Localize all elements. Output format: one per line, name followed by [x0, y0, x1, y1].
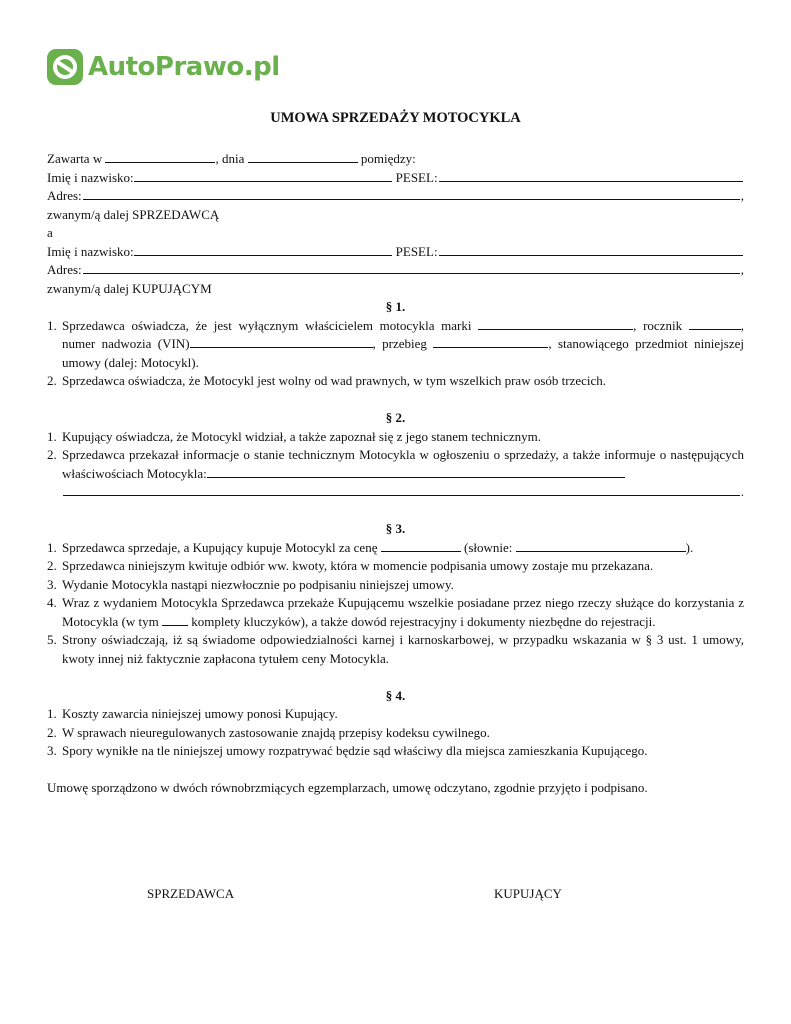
item-text: W sprawach nieuregulowanych zastosowanie znajdą przepisy kodeksu cywilnego. [62, 724, 490, 740]
seller-address-line: Adres: , [47, 187, 744, 206]
mileage-blank [433, 335, 548, 348]
price-words-blank [516, 539, 686, 552]
list-item [47, 594, 744, 631]
list-item [47, 705, 744, 724]
buyer-name-blank [134, 243, 392, 256]
vin-blank [190, 335, 373, 348]
list-item [47, 742, 744, 761]
seller-pesel-blank [439, 169, 743, 182]
item-text: Sprzedawca oświadcza, że jest wyłącznym właścicielem motocykla marki , rocznik , numer nadwozia (VIN) , przebieg , stanowiącego przedmiot niniejszej umowy (dalej: Motocykl). [62, 317, 745, 370]
buyer-pesel-blank [439, 243, 743, 256]
date-label: , dnia [215, 151, 245, 166]
item-number: 1. [47, 317, 57, 333]
item-number: 3. [47, 576, 57, 592]
properties-blank-2 [63, 483, 740, 496]
buyer-address-blank [83, 261, 740, 274]
item-text: Wydanie Motocykla nastąpi niezwłocznie po podpisaniu niniejszej umowy. [62, 576, 454, 592]
section-heading: § 1. [385, 299, 406, 314]
item-text: Sprzedawca niniejszym kwituje odbiór ww. kwoty, która w momencie podpisania umowy zostaje mu przekazana. [62, 558, 654, 573]
item-text: Spory wynikłe na tle niniejszej umowy rozpatrywać będzie sąd właściwy dla miejsca zamieszkania Kupującego. [62, 743, 648, 758]
and-label: a [47, 225, 53, 240]
place-blank [105, 150, 215, 163]
list-item [47, 372, 744, 391]
seller-name-label: Imię i nazwisko: [47, 169, 134, 185]
seller-signature-label: SPRZEDAWCA [147, 886, 235, 901]
item-number: 2. [47, 558, 57, 573]
section-heading: § 4. [385, 687, 406, 703]
list-item [47, 446, 744, 502]
autoprawo-logo [46, 48, 280, 86]
concluded-line [47, 150, 744, 169]
list-item [47, 317, 744, 373]
item-text: Wraz z wydaniem Motocykla Sprzedawca przekaże Kupującemu wszelkie posiadane przez niego rzeczy służące do korzystania z Motocykla (w tym komplety kluczyków), a także dowód rejestracyjny i dokumenty niezbędne do rejestracji. [62, 595, 744, 629]
closing-statement: Umowę sporządzono w dwóch równobrzmiących egzemplarzach, umowę odczytano, zgodnie przyjęto i podpisano. [47, 780, 648, 795]
item-number: 2. [47, 724, 57, 740]
list-item [47, 724, 744, 743]
list-item [47, 631, 744, 668]
item-number: 1. [47, 539, 57, 555]
buyer-pesel-label: PESEL: [395, 243, 438, 259]
between-label: pomiędzy: [360, 151, 416, 166]
contract-body [47, 150, 744, 798]
buyer-signature-label: KUPUJĄCY [494, 886, 562, 901]
list-item [47, 557, 744, 576]
buyer-name-label: Imię i nazwisko: [47, 243, 134, 259]
item-text: Sprzedawca oświadcza, że Motocykl jest wolny od wad prawnych, w tym wszelkich praw osób trzecich. [62, 373, 607, 388]
section-heading: § 3. [385, 521, 406, 536]
properties-blank [207, 465, 625, 478]
list-item [47, 576, 744, 595]
year-blank [689, 317, 741, 330]
seller-called: zwanym/ą dalej SPRZEDAWCĄ [47, 206, 220, 222]
buyer-name-line [47, 243, 744, 262]
document-title: UMOWA SPRZEDAŻY MOTOCYKLA [270, 110, 521, 126]
price-blank [381, 539, 461, 552]
item-text: Koszty zawarcia niniejszej umowy ponosi Kupujący. [62, 706, 338, 721]
buyer-called: zwanym/ą dalej KUPUJĄCYM [47, 280, 212, 296]
item-number: 4. [47, 595, 57, 610]
buyer-address-label: Adres: [47, 262, 82, 277]
item-number: 3. [47, 743, 57, 758]
seller-pesel-label: PESEL: [395, 169, 438, 185]
item-number: 2. [47, 373, 57, 388]
item-text: Strony oświadczają, iż są świadome odpowiedzialności karnej i karnoskarbowej, w przypadku wskazania w § 3 ust. 1 umowy, kwoty innej niż faktycznie zapłacona tytułem ceny Motocykla. [62, 632, 744, 666]
seller-name-blank [134, 169, 392, 182]
item-number: 1. [47, 706, 57, 721]
item-text: Kupujący oświadcza, że Motocykl widział, a także zapoznał się z jego stanem technicznym. [62, 428, 542, 444]
item-number: 2. [47, 447, 57, 462]
seller-address-blank [83, 187, 740, 200]
item-text: Sprzedawca sprzedaje, a Kupujący kupuje Motocykl za cenę (słownie: ). [62, 539, 694, 555]
item-number: 5. [47, 632, 57, 647]
item-text: Sprzedawca przekazał informacje o stanie technicznym Motocykla w ogłoszeniu o sprzedaży, a także informuje o następujących właściwościach Motocykla: . [62, 447, 744, 499]
logo-text: AutoPrawo.pl [88, 52, 280, 82]
item-number: 1. [47, 428, 57, 444]
buyer-address-line: Adres: , [47, 261, 744, 280]
date-blank [248, 150, 358, 163]
list-item [47, 428, 744, 447]
keys-blank [162, 613, 188, 626]
section-heading: § 2. [385, 410, 406, 425]
list-item [47, 539, 744, 558]
brand-blank [478, 317, 633, 330]
seller-name-line [47, 169, 744, 188]
seller-address-label: Adres: [47, 188, 82, 203]
autoprawo-logo-icon [46, 48, 84, 86]
concluded-label: Zawarta w [47, 151, 103, 166]
